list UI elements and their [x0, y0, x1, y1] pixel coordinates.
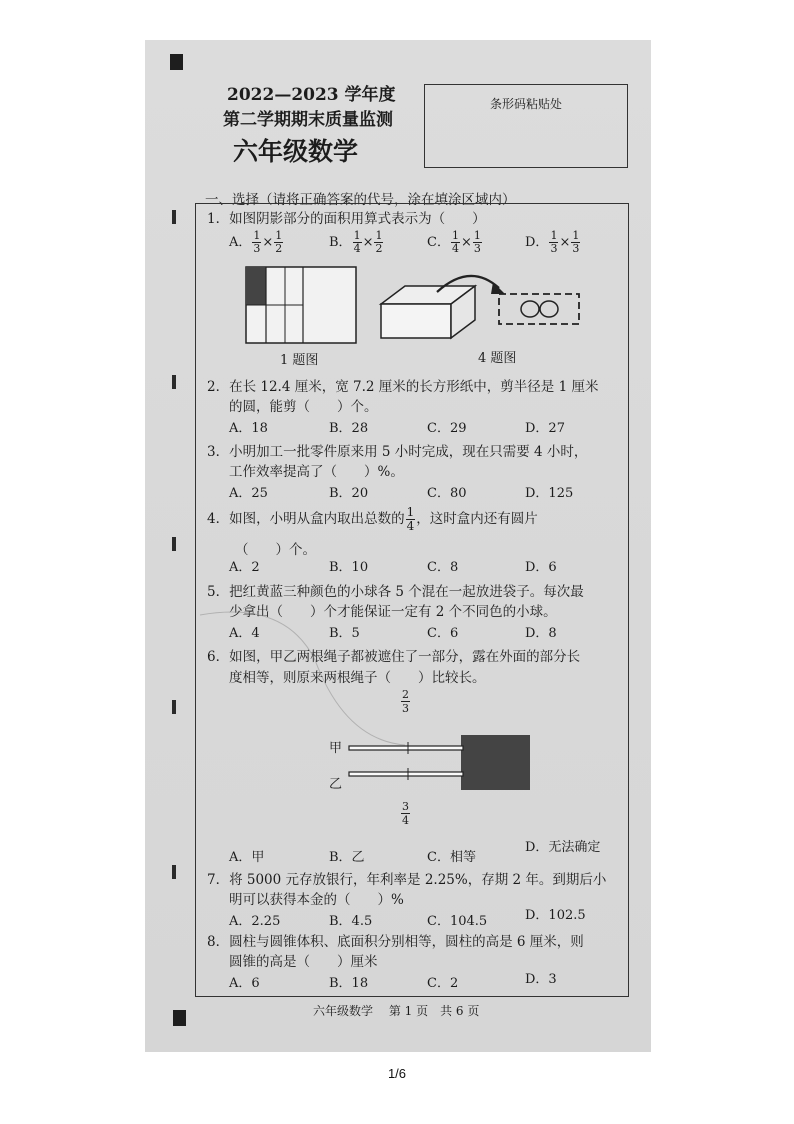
q8-line1: 8．圆柱与圆锥体积、底面积分别相等，圆柱的高是 6 厘米，则 [207, 934, 584, 950]
q1-option-c[interactable]: C． $\frac{1}{4}$ × $\frac{1}{3}$ [427, 229, 481, 255]
q8-option-d[interactable]: D．3 [525, 972, 557, 987]
q3-line1: 3．小明加工一批零件原来用 5 小时完成，现在只需要 4 小时， [207, 444, 588, 460]
q8-option-b[interactable]: B．18 [329, 976, 369, 991]
q6-option-b[interactable]: B．乙 [329, 850, 365, 865]
q3-option-c[interactable]: C．80 [427, 486, 467, 501]
q8-line2: 圆锥的高是（ ）厘米 [229, 954, 378, 970]
q5-option-d[interactable]: D．8 [525, 626, 557, 641]
q1-option-d[interactable]: D． $\frac{1}{3}$ × $\frac{1}{3}$ [525, 229, 580, 255]
q3-option-d[interactable]: D．125 [525, 486, 574, 501]
q3-option-a[interactable]: A．25 [229, 486, 268, 501]
q7-option-a[interactable]: A．2.25 [229, 914, 281, 929]
q6-bottom-fraction: $\frac{3}{4}$ [402, 800, 409, 827]
q8-option-c[interactable]: C．2 [427, 976, 459, 991]
q6-option-d[interactable]: D．无法确定 [525, 840, 601, 855]
q4-option-c[interactable]: C．8 [427, 560, 459, 575]
q3-line2: 工作效率提高了（ ）%。 [229, 464, 404, 480]
q6-line2: 度相等，则原来两根绳子（ ）比较长。 [229, 670, 486, 686]
q7-option-d[interactable]: D．102.5 [525, 908, 586, 923]
q4-option-a[interactable]: A．2 [229, 560, 260, 575]
q7-option-c[interactable]: C．104.5 [427, 914, 488, 929]
q1-option-a[interactable]: A． $\frac{1}{3}$ × $\frac{1}{2}$ [229, 229, 283, 255]
scanned-page [145, 40, 651, 1052]
page-number: 1/6 [387, 1066, 407, 1081]
q6-option-c[interactable]: C．相等 [427, 850, 476, 865]
q2-option-a[interactable]: A．18 [229, 421, 268, 436]
q4-option-b[interactable]: B．10 [329, 560, 369, 575]
q2-line2: 的圆，能剪（ ）个。 [229, 399, 378, 415]
q5-option-b[interactable]: B．5 [329, 626, 360, 641]
q5-line2: 少拿出（ ）个才能保证一定有 2 个不同色的小球。 [229, 604, 557, 620]
figure-4-caption: 4 题图 [478, 351, 517, 366]
q5-option-a[interactable]: A．4 [229, 626, 260, 641]
q6-line1: 6．如图，甲乙两根绳子都被遮住了一部分，露在外面的部分长 [207, 649, 581, 665]
q5-option-c[interactable]: C．6 [427, 626, 459, 641]
q7-option-b[interactable]: B．4.5 [329, 914, 373, 929]
page-footer: 六年级数学 第 1 页 共 6 页 [313, 1004, 480, 1018]
q1-stem: 1．如图阴影部分的面积用算式表示为（ ） [207, 211, 486, 227]
q2-option-d[interactable]: D．27 [525, 421, 565, 436]
barcode-label: 条形码粘贴处 [489, 97, 562, 111]
q2-option-b[interactable]: B．28 [329, 421, 369, 436]
exam-year: 2022—2023 学年度 [227, 85, 396, 105]
q5-line1: 5．把红黄蓝三种颜色的小球各 5 个混在一起放进袋子。每次最 [207, 584, 584, 600]
figure-1-caption: 1 题图 [280, 353, 319, 368]
q4-line1: 4．如图，小明从盒内取出总数的 $\frac{1}{4}$ ，这时盒内还有圆片 [207, 505, 538, 533]
q3-option-b[interactable]: B．20 [329, 486, 369, 501]
q7-line1: 7．将 5000 元存放银行，年利率是 2.25%，存期 2 年。到期后小 [207, 872, 607, 888]
rope-label-jia: 甲 [329, 741, 343, 756]
exam-term: 第二学期期末质量监测 [223, 110, 393, 130]
section-title: 一、选择（请将正确答案的代号，涂在填涂区域内） [205, 192, 516, 208]
q2-option-c[interactable]: C．29 [427, 421, 467, 436]
pen-stroke [145, 40, 651, 1052]
q6-top-fraction: $\frac{2}{3}$ [402, 688, 409, 715]
exam-subject-title: 六年级数学 [233, 137, 359, 166]
q2-line1: 2．在长 12.4 厘米，宽 7.2 厘米的长方形纸中，剪半径是 1 厘米 [207, 379, 599, 395]
q1-option-b[interactable]: B． $\frac{1}{4}$ × $\frac{1}{2}$ [329, 229, 383, 255]
q4-line2: （ ）个。 [235, 542, 316, 558]
rope-label-yi: 乙 [329, 777, 343, 792]
q4-option-d[interactable]: D．6 [525, 560, 557, 575]
q8-option-a[interactable]: A．6 [229, 976, 260, 991]
q7-line2: 明可以获得本金的（ ）% [229, 892, 404, 908]
q6-option-a[interactable]: A．甲 [229, 850, 265, 865]
